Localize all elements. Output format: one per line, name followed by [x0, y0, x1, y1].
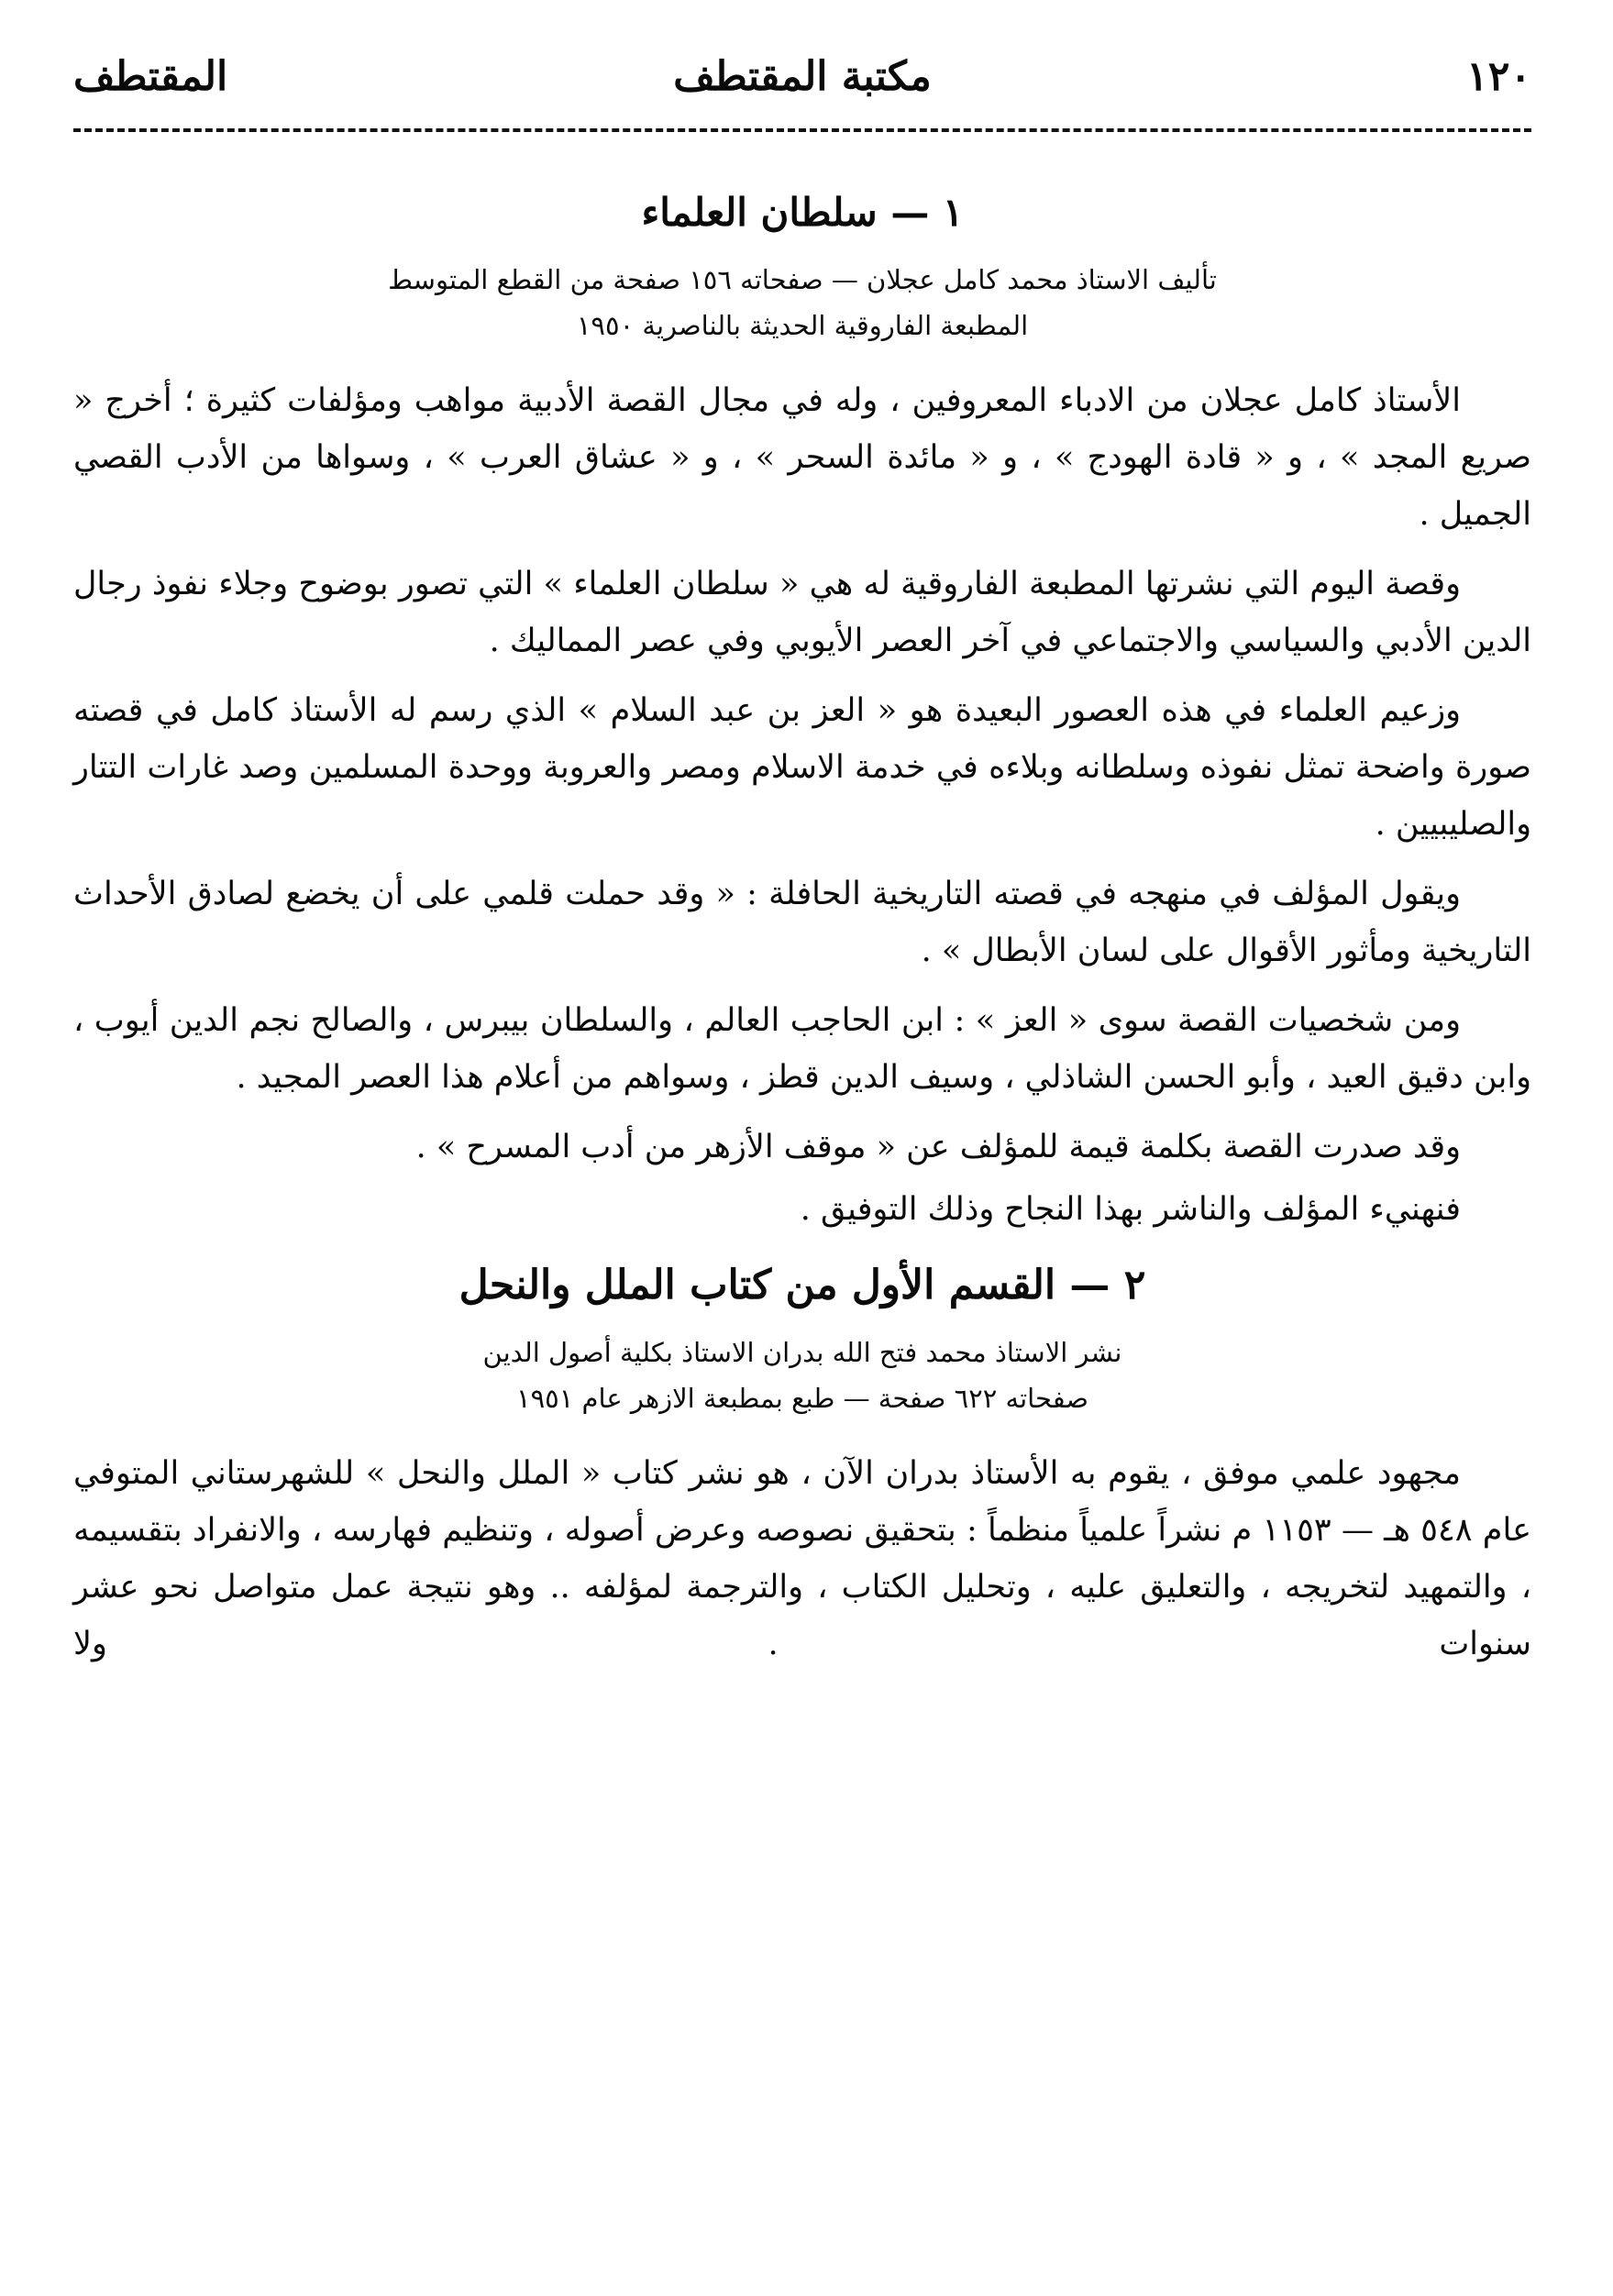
review-1-paragraph: وزعيم العلماء في هذه العصور البعيدة هو « العز بن عبد السلام » الذي رسم له الأستاذ كامل في قصته صورة واضحة تمثل نفوذه وسلطانه وبلاءه في خدمة الاسلام ومصر والعروبة ووحدة المسلمين وصد غارات التتار والصليبيين . — [73, 692, 1531, 843]
section-header-title: مكتبة المقتطف — [673, 53, 932, 100]
review-1-paragraph: وقد صدرت القصة بكلمة قيمة للمؤلف عن « موقف الأزهر من أدب المسرح » . — [415, 1129, 1461, 1165]
review-sultan-al-ulama — [73, 185, 1531, 1238]
header-divider — [73, 128, 1531, 132]
review-1-paragraph: فنهنيء المؤلف والناشر بهذا النجاح وذلك التوفيق . — [800, 1191, 1461, 1228]
review-1-paragraph: ويقول المؤلف في منهجه في قصته التاريخية الحافلة : « وقد حملت قلمي على أن يخضع لصادق الأحداث التاريخية ومأثور الأقوال على لسان الأبطال » . — [73, 876, 1531, 969]
review-1-paragraph: ومن شخصيات القصة سوى « العز » : ابن الحاجب العالم ، والسلطان بيبرس ، والصالح نجم الدين أيوب ، وابن دقيق العيد ، وأبو الحسن الشاذلي ، وسيف الدين قطز ، وسواهم من أعلام هذا العصر المجيد . — [73, 1002, 1531, 1096]
review-2-title: ٢ — القسم الأول من كتاب الملل والنحل — [458, 1262, 1146, 1308]
review-1-paragraph: وقصة اليوم التي نشرتها المطبعة الفاروقية له هي « سلطان العلماء » التي تصور بوضوح وجلاء نفوذ رجال الدين الأدبي والسياسي والاجتماعي في آخر العصر الأيوبي وفي عصر المماليك . — [73, 566, 1531, 659]
review-2-paragraph: مجهود علمي موفق ، يقوم به الأستاذ بدران الآن ، هو نشر كتاب « الملل والنحل » للشهرستاني المتوفي عام ٥٤٨ هـ — ١١٥٣ م نشراً علمياً منظماً : بتحقيق نصوصه وعرض أصوله ، وتنظيم فهارسه ، والانفراد بتقسيمه ، والتمهيد لتخريجه ، والتعليق عليه ، وتحليل الكتاب ، والترجمة لمؤلفه .. وهو نتيجة عمل متواصل نحو عشر سنوات . ولا — [73, 1455, 1531, 1662]
journal-name: المقتطف — [73, 53, 228, 100]
book-page — [73, 44, 1531, 2263]
review-1-publisher-line: المطبعة الفاروقية الحديثة بالناصرية ١٩٥٠ — [576, 310, 1029, 341]
review-1-title: ١ — سلطان العلماء — [641, 190, 964, 235]
review-1-author-line: تأليف الاستاذ محمد كامل عجلان — صفحاته ١٥٦ صفحة من القطع المتوسط — [388, 264, 1217, 295]
review-2-publisher-line: صفحاته ٦٢٢ صفحة — طبع بمطبعة الازهر عام ١٩٥١ — [516, 1383, 1088, 1414]
review-2-editor-line: نشر الاستاذ محمد فتح الله بدران الاستاذ بكلية أصول الدين — [482, 1337, 1122, 1368]
review-milal-wal-nihal — [73, 1258, 1531, 1672]
review-1-paragraph: الأستاذ كامل عجلان من الادباء المعروفين ، وله في مجال القصة الأدبية مواهب ومؤلفات كثيرة ؛ أخرج « صريع المجد » ، و « قادة الهودج » ، و « مائدة السحر » ، و « عشاق العرب » ، وسواها من الأدب القصي الجميل . — [73, 382, 1531, 533]
running-head — [73, 44, 1531, 110]
page-number: ١٢٠ — [1466, 53, 1531, 100]
